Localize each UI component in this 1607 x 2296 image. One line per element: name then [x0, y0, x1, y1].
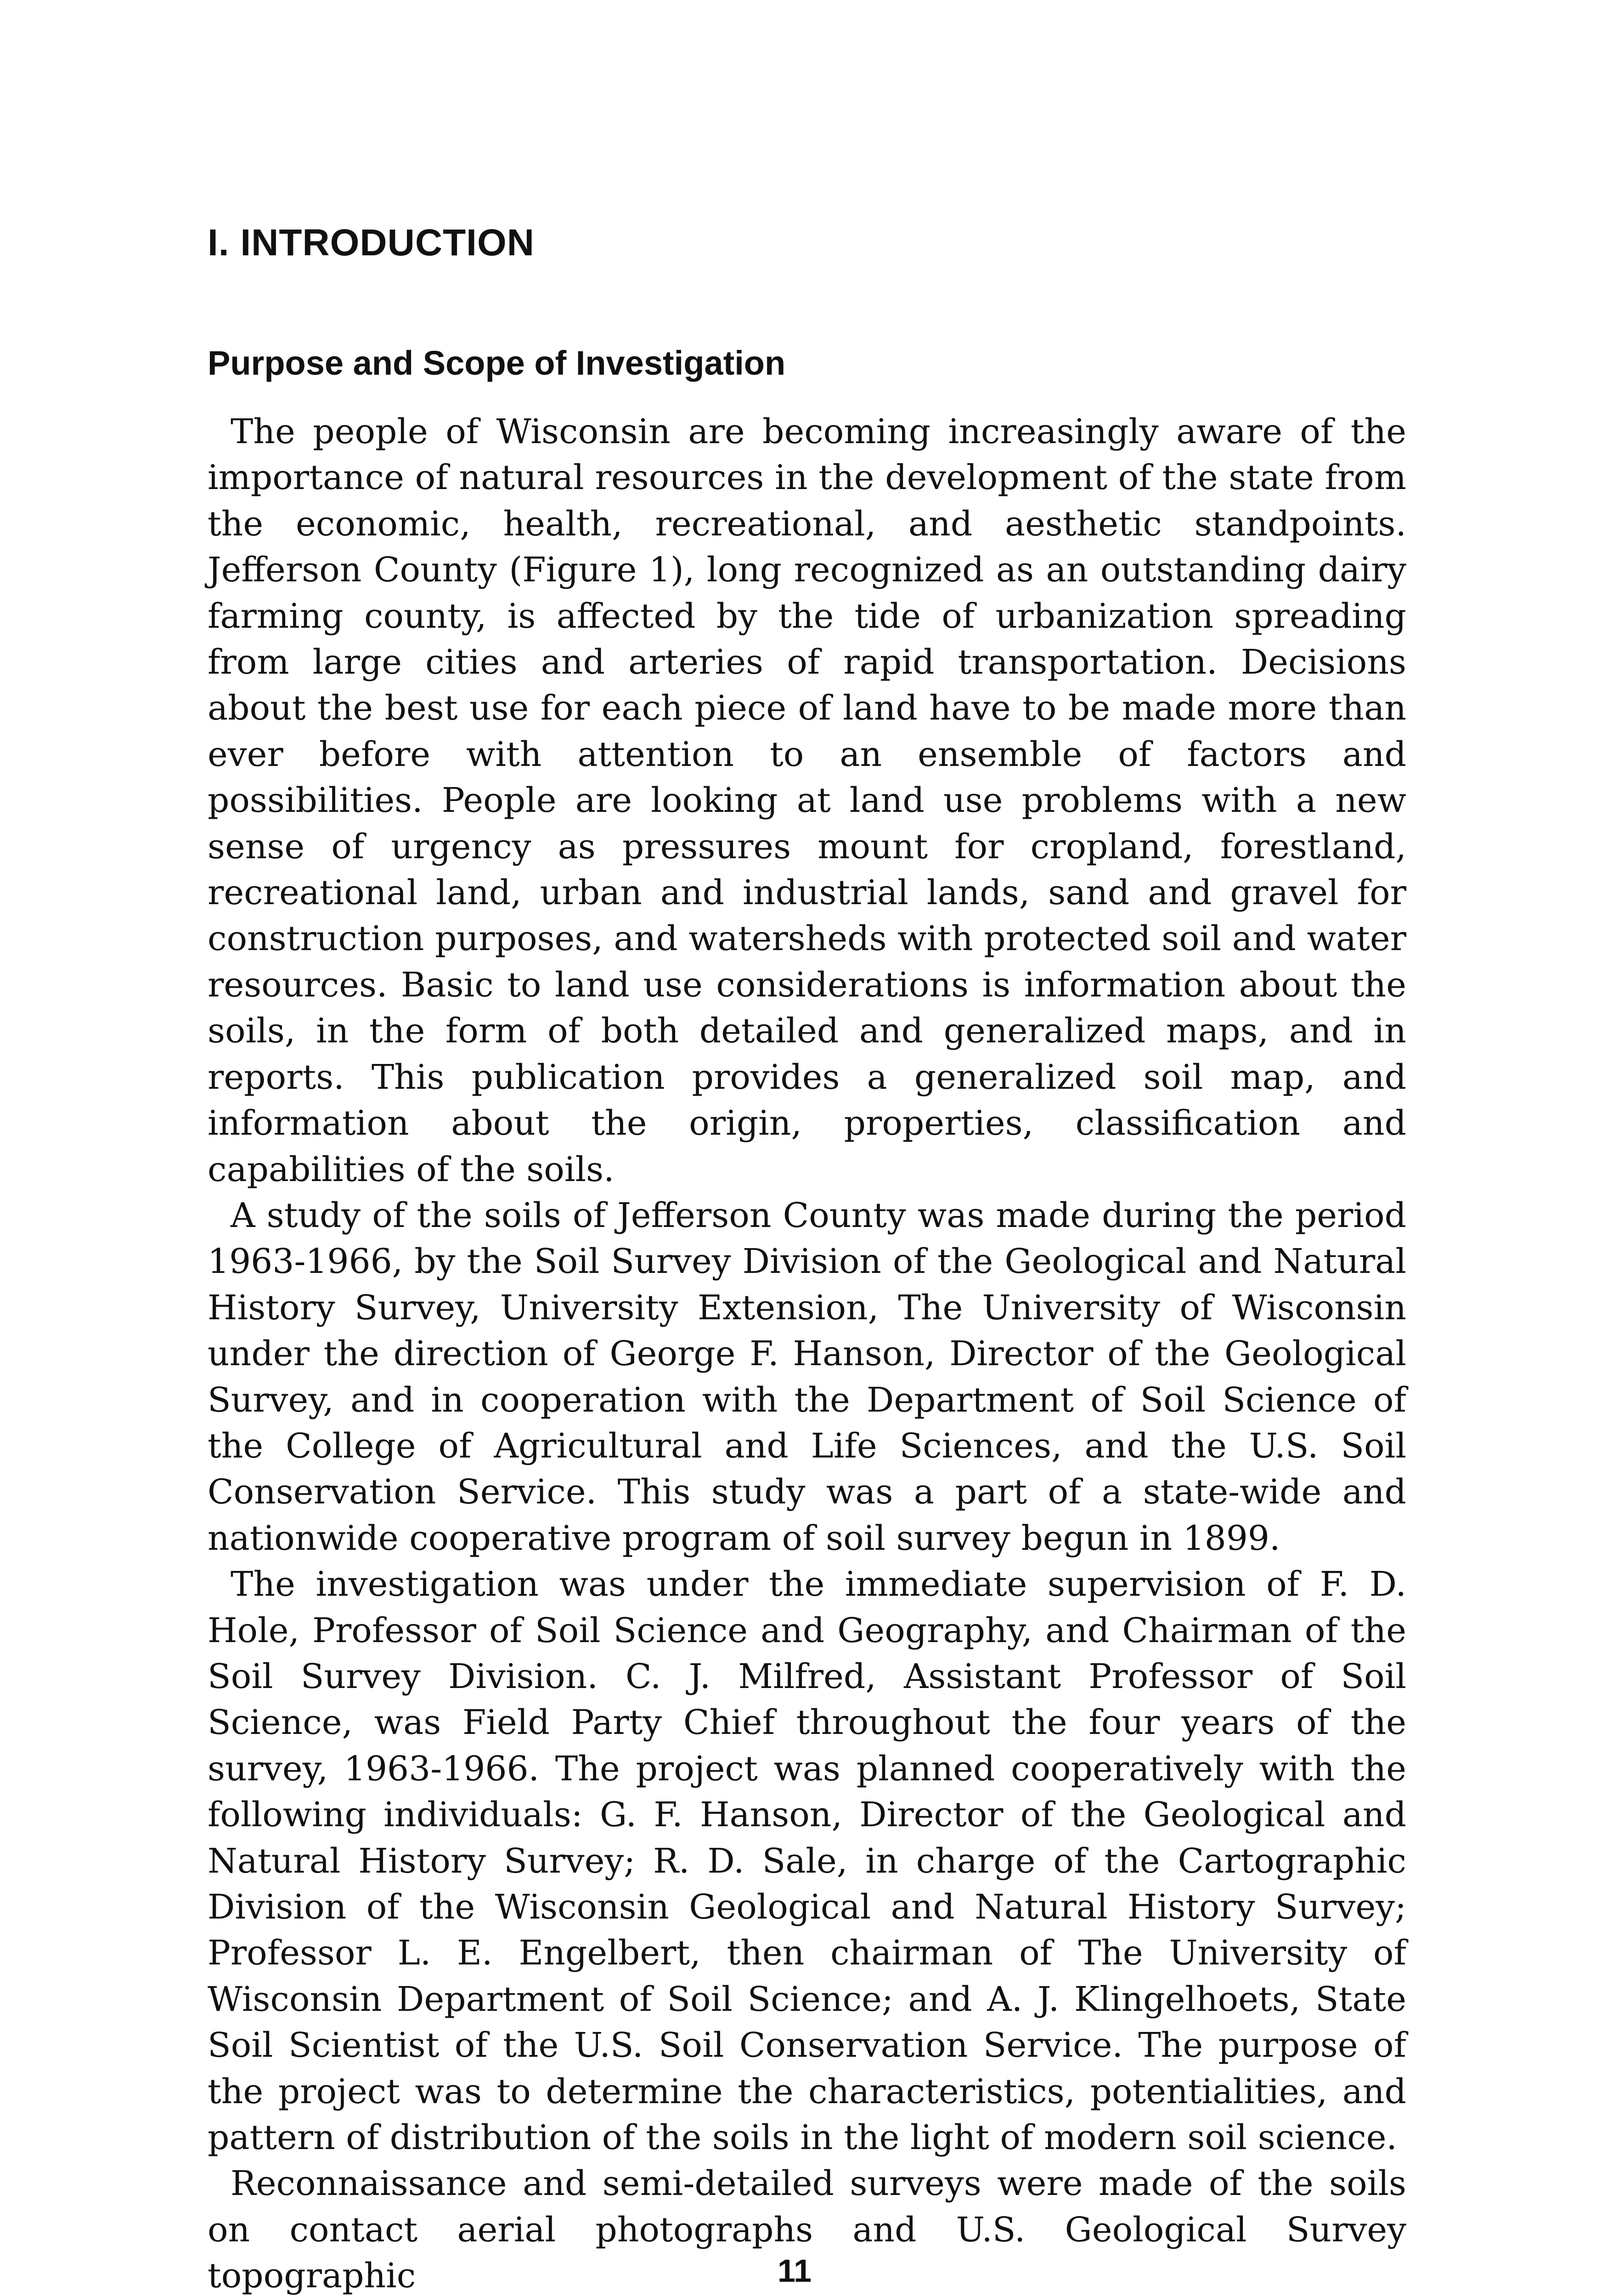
page-number: 11: [778, 2253, 812, 2289]
paragraph: A study of the soils of Jefferson County was made during the period 1963-1966, by the Soil Survey Division of the Geological and Natural History Survey, University Extension, The University of Wisconsin under the direction of George F. Hanson, Director of the Geological Survey, and in cooperation with the Department of Soil Science of the College of Agricultural and Life Sciences, and the U.S. Soil Conservation Service. This study was a part of a state-wide and nationwide cooperative program of soil survey begun in 1899.: [208, 1195, 1406, 1558]
paragraph: The people of Wisconsin are becoming increasingly aware of the importance of natural resources in the development of the state from the economic, health, recreational, and aesthetic standpoints. Jefferson County (Figure 1), long recognized as an outstanding dairy farming county, is affected by the tide of urbanization spreading from large cities and arteries of rapid transportation. Decisions about the best use for each piece of land have to be made more than ever before with attention to an ensemble of factors and possibilities. People are looking at land use problems with a new sense of urgency as pressures mount for cropland, forestland, recreational land, urban and industrial lands, sand and gravel for construction purposes, and watersheds with protected soil and water resources. Basic to land use considerations is information about the soils, in the form of both detailed and generalized maps, and in reports. This publication provides a generalized soil map, and information about the origin, properties, classification and capabilities of the soils.: [208, 412, 1406, 1189]
paragraph: Reconnaissance and semi-detailed surveys were made of the soils on contact aerial photographs and U.S. Geological Survey topographic: [208, 2164, 1406, 2296]
body-text: [208, 409, 1406, 2296]
section-title: Purpose and Scope of Investigation: [208, 344, 786, 382]
chapter-title: I. INTRODUCTION: [208, 222, 535, 264]
paragraph: The investigation was under the immediate supervision of F. D. Hole, Professor of Soil Science and Geography, and Chairman of the Soil Survey Division. C. J. Milfred, Assistant Professor of Soil Science, was Field Party Chief throughout the four years of the survey, 1963-1966. The project was planned cooperatively with the following individuals: G. F. Hanson, Director of the Geological and Natural History Survey; R. D. Sale, in charge of the Cartographic Division of the Wisconsin Geological and Natural History Survey; Professor L. E. Engelbert, then chairman of The University of Wisconsin Department of Soil Science; and A. J. Klingelhoets, State Soil Scientist of the U.S. Soil Conservation Service. The purpose of the project was to determine the characteristics, potentialities, and pattern of distribution of the soils in the light of modern soil science.: [208, 1564, 1406, 2158]
